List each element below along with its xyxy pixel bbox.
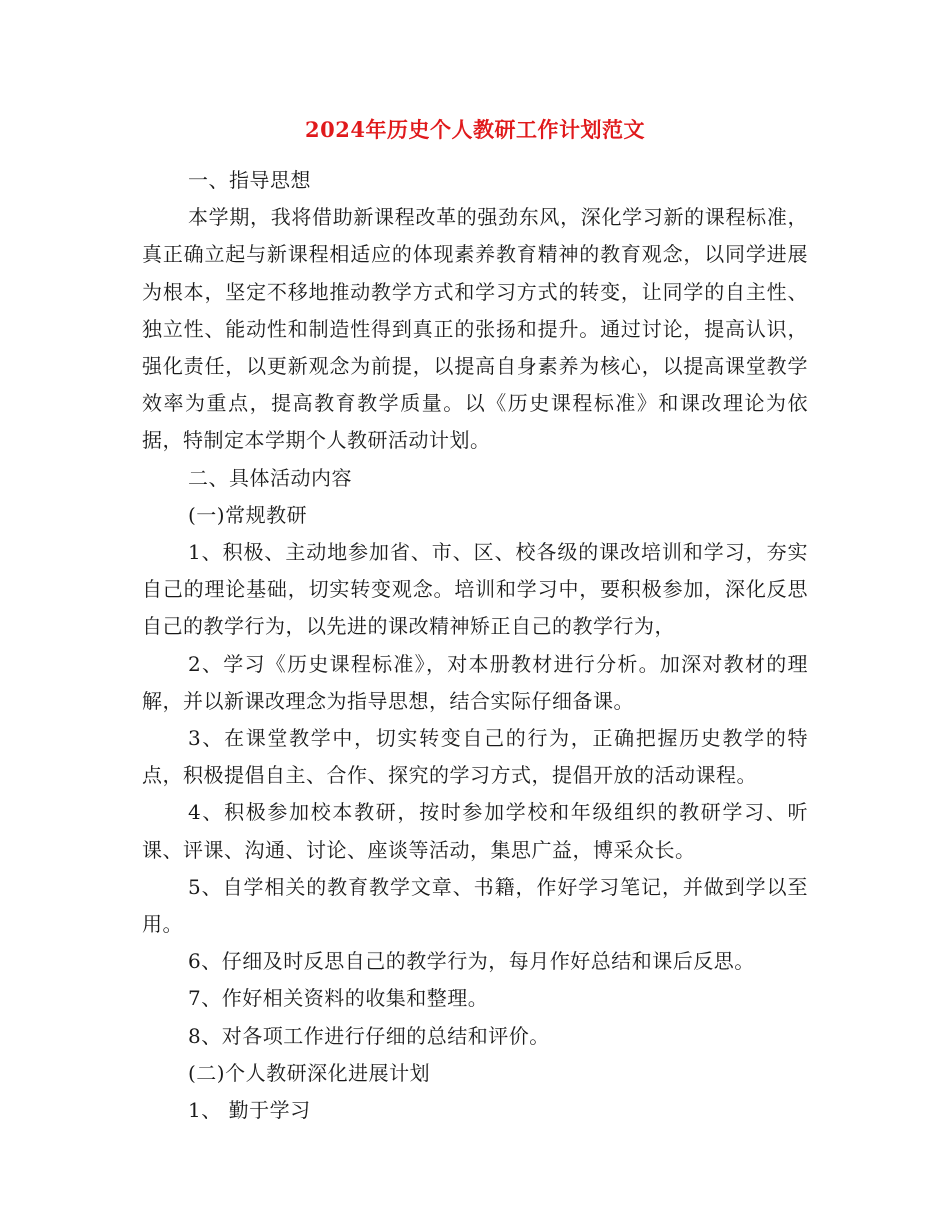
list-item-8: 8、对各项工作进行仔细的总结和评价。 [188, 1023, 550, 1048]
list-item-diligent-study: 1、 勤于学习 [188, 1098, 311, 1123]
list-item-4: 4、积极参加校本教研，按时参加学校和年级组织的教研学习、听课、评课、沟通、讨论、座谈等活动，集思广益，博采众长。 [142, 800, 808, 862]
list-item-3: 3、在课堂教学中，切实转变自己的行为，正确把握历史教学的特点，积极提倡自主、合作、探究的学习方式，提倡开放的活动课程。 [142, 726, 808, 788]
list-item-6: 6、仔细及时反思自己的教学行为，每月作好总结和课后反思。 [188, 949, 755, 974]
subsection-heading-routine-research: (一)常规教研 [188, 502, 308, 527]
section-heading-guiding-ideology: 一、指导思想 [188, 168, 311, 192]
document-title: 2024年历史个人教研工作计划范文 [305, 117, 645, 142]
list-item-5: 5、自学相关的教育教学文章、书籍，作好学习笔记，并做到学以至用。 [142, 874, 808, 937]
list-item-2: 2、学习《历史课程标准》，对本册教材进行分析。加深对教材的理解，并以新课改理念为指导思想，结合实际仔细备课。 [142, 651, 808, 713]
paragraph-guiding-ideology: 本学期，我将借助新课程改革的强劲东风，深化学习新的课程标准，真正确立起与新课程相适应的体现素养教育精神的教育观念，以同学进展为根本，坚定不移地推动教学方式和学习方式的转变，让同学的自主性、独立性、能动性和制造性得到真正的张扬和提升。通过讨论，提高认识，强化责任，以更新观念为前提，以提高自身素养为核心，以提高课堂教学效率为重点，提高教育教学质量。以《历史课程标准》和课改理论为依据，特制定本学期个人教研活动计划。 [142, 205, 808, 453]
subsection-heading-personal-plan: (二)个人教研深化进展计划 [188, 1060, 431, 1085]
document-body [142, 162, 808, 1129]
section-heading-activities: 二、具体活动内容 [188, 465, 352, 490]
list-item-1: 1、积极、主动地参加省、市、区、校各级的课改培训和学习，夯实自己的理论基础，切实转变观念。培训和学习中，要积极参加，深化反思自己的教学行为，以先进的课改精神矫正自己的教学行为， [142, 540, 808, 639]
list-item-7: 7、作好相关资料的收集和整理。 [188, 986, 489, 1011]
document-page [142, 112, 808, 1129]
